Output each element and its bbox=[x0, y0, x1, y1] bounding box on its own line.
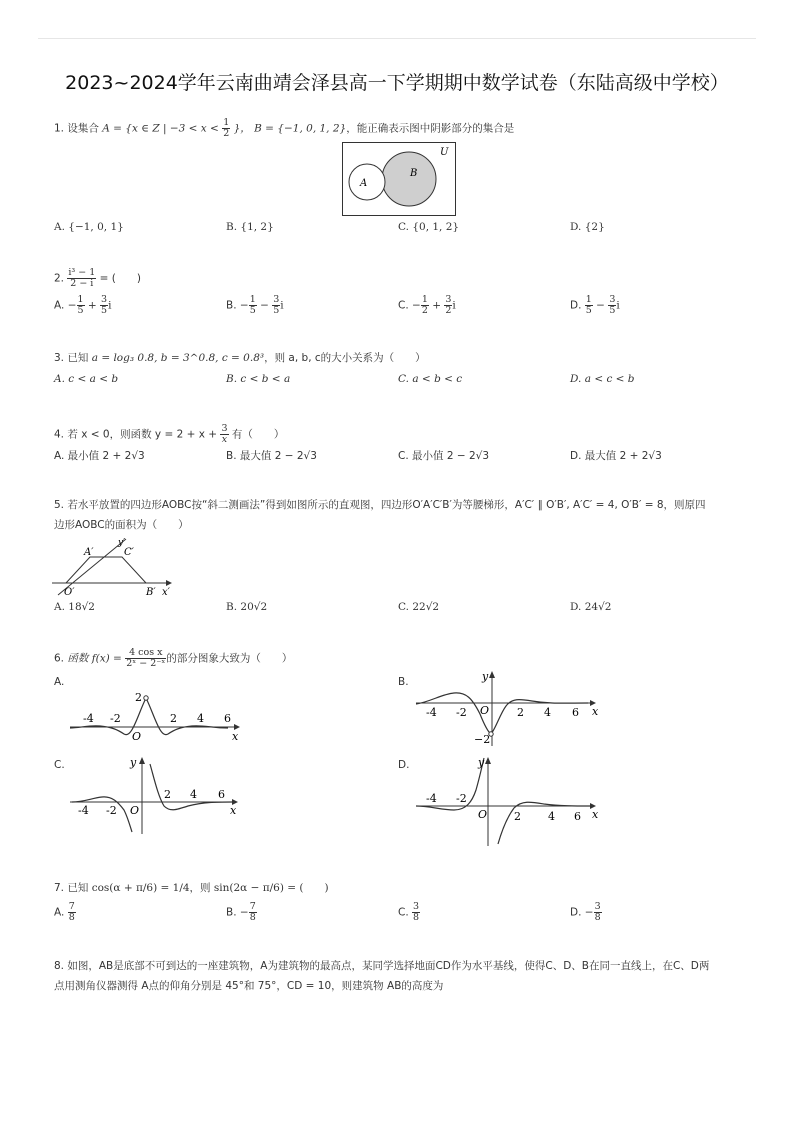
fraction-denominator: 2 bbox=[445, 305, 452, 316]
fraction bbox=[220, 424, 228, 445]
option-d[interactable]: D. bbox=[398, 759, 410, 771]
question-2 bbox=[54, 268, 141, 289]
option-d[interactable]: D. a < c < b bbox=[570, 373, 635, 385]
fraction bbox=[77, 295, 85, 316]
fraction-denominator: 8 bbox=[68, 912, 75, 923]
option-label: D. bbox=[570, 906, 582, 919]
graph-c bbox=[66, 752, 246, 836]
fraction-denominator: 8 bbox=[249, 912, 256, 923]
tick-label: 2 bbox=[170, 712, 177, 725]
fraction bbox=[125, 648, 166, 669]
tick-label: 6 bbox=[574, 810, 581, 823]
question-1 bbox=[54, 118, 514, 139]
question-line bbox=[54, 497, 754, 513]
option-a[interactable] bbox=[54, 902, 76, 923]
tick-label: -4 bbox=[426, 706, 437, 719]
venn-b-label: B bbox=[410, 168, 418, 179]
option-d[interactable]: D. 最大值 2 + 2√3 bbox=[570, 450, 662, 462]
question-text: 函数 f(x) = bbox=[67, 652, 122, 665]
question-number: 3. bbox=[54, 352, 65, 364]
question-text: 点用测角仪器测得 A点的仰角分别是 45°和 75°，CD = 10，则建筑物 AB的高度为 bbox=[54, 980, 444, 992]
venn-a-label: A bbox=[360, 178, 368, 189]
fraction-numerator: 1 bbox=[249, 294, 256, 305]
graph-a bbox=[66, 684, 246, 746]
fraction-denominator: 5 bbox=[585, 305, 592, 316]
label-o: O′ bbox=[64, 587, 75, 598]
x-label: x bbox=[592, 808, 599, 821]
option-label: D. bbox=[570, 299, 582, 312]
sign: − bbox=[239, 299, 249, 312]
sign: − bbox=[67, 299, 77, 312]
option-label: A. bbox=[54, 906, 65, 919]
option-d[interactable] bbox=[570, 902, 602, 923]
option-c[interactable]: C. 最小值 2 − 2√3 bbox=[398, 450, 490, 462]
math-expression: a = log₃ 0.8, b = 3^0.8, c = 0.8³ bbox=[91, 352, 265, 364]
tick-label: 2 bbox=[164, 788, 171, 801]
question-line bbox=[54, 958, 754, 974]
graph-d bbox=[414, 752, 604, 848]
question-number: 7. bbox=[54, 882, 65, 894]
sign: − bbox=[584, 906, 594, 919]
x-label: x bbox=[232, 730, 239, 743]
curve bbox=[416, 693, 588, 734]
fraction-numerator: 3 bbox=[273, 294, 280, 305]
option-a[interactable] bbox=[54, 295, 111, 316]
fraction bbox=[585, 295, 593, 316]
fraction-numerator: 1 bbox=[223, 117, 230, 128]
option-d[interactable]: D. {2} bbox=[570, 221, 605, 233]
curve-right bbox=[498, 802, 592, 844]
fraction-denominator: 2 bbox=[223, 128, 230, 139]
tick-label: 6 bbox=[572, 706, 579, 719]
question-5 bbox=[54, 497, 754, 533]
tick-label: -2 bbox=[110, 712, 121, 725]
operator: + bbox=[87, 299, 97, 312]
x-label: x bbox=[592, 705, 599, 718]
open-point bbox=[144, 696, 148, 700]
y-label: y bbox=[130, 756, 137, 769]
fraction bbox=[222, 118, 230, 139]
fraction-numerator: 1 bbox=[421, 294, 428, 305]
set-a-expression: A = {x ∈ Z | −3 < x < bbox=[102, 122, 219, 135]
option-a[interactable]: A. c < a < b bbox=[54, 373, 119, 385]
fraction bbox=[68, 902, 76, 923]
fraction-denominator: 5 bbox=[77, 305, 84, 316]
tick-label: -2 bbox=[456, 706, 467, 719]
question-4 bbox=[54, 424, 284, 445]
operator: − bbox=[260, 299, 269, 312]
option-b[interactable]: B. bbox=[398, 676, 409, 688]
label-b: B′ bbox=[146, 587, 156, 598]
option-b[interactable]: B. c < b < a bbox=[226, 373, 291, 385]
fraction bbox=[100, 295, 108, 316]
question-text: 若 x < 0，则函数 y = 2 + x + bbox=[67, 428, 218, 441]
fraction bbox=[412, 902, 420, 923]
fraction bbox=[421, 295, 429, 316]
imag-unit: i bbox=[280, 299, 284, 312]
question-text: 设集合 bbox=[67, 122, 99, 135]
option-a[interactable]: A. bbox=[54, 676, 65, 688]
venn-diagram bbox=[342, 142, 456, 216]
tick-label: 2 bbox=[517, 706, 524, 719]
label-c: C′ bbox=[124, 547, 134, 558]
set-b-expression: B = {−1, 0, 1, 2} bbox=[254, 122, 347, 135]
option-c[interactable] bbox=[398, 902, 420, 923]
tick-label: -4 bbox=[78, 804, 89, 817]
x-axis-arrow bbox=[166, 580, 172, 586]
question-text: 边形AOBC的面积为（ ） bbox=[54, 519, 189, 531]
imag-unit: i bbox=[616, 299, 620, 312]
trough-label: −2 bbox=[474, 733, 491, 746]
option-c[interactable]: C. bbox=[54, 759, 65, 771]
tick-label: -4 bbox=[83, 712, 94, 725]
tick-label: -2 bbox=[106, 804, 117, 817]
fraction-numerator: 7 bbox=[68, 901, 75, 912]
tick-label: -2 bbox=[456, 792, 467, 805]
fraction-numerator: 3 bbox=[445, 294, 452, 305]
question-text: 若水平放置的四边形AOBC按“斜二测画法”得到如图所示的直观图，四边形O′A′C′B′为等腰梯形，A′C′ ∥ O′B′, A′C′ = 4, O′B′ = 8，则原四 bbox=[67, 499, 706, 511]
question-number: 8. bbox=[54, 960, 65, 972]
option-a[interactable]: A. {−1, 0, 1} bbox=[54, 221, 124, 233]
question-text: 的部分图象大致为（ ） bbox=[166, 652, 293, 665]
question-8 bbox=[54, 958, 754, 994]
fraction-denominator: 5 bbox=[249, 305, 256, 316]
option-a[interactable]: A. 最小值 2 + 2√3 bbox=[54, 450, 145, 462]
y-axis-arrow bbox=[485, 757, 491, 764]
x-label: x bbox=[230, 804, 237, 817]
option-b[interactable] bbox=[226, 902, 257, 923]
question-text: 有（ ） bbox=[231, 428, 285, 441]
tick-label: 4 bbox=[544, 706, 551, 719]
question-number: 4. bbox=[54, 428, 65, 441]
fraction-numerator: 1 bbox=[585, 294, 592, 305]
fraction-denominator: 8 bbox=[413, 912, 420, 923]
label-x: x′ bbox=[162, 587, 170, 598]
fraction-numerator: 1 bbox=[77, 294, 84, 305]
venn-u-label: U bbox=[440, 147, 449, 158]
option-c[interactable]: C. a < b < c bbox=[398, 373, 463, 385]
operator: − bbox=[596, 299, 605, 312]
option-b[interactable]: B. {1, 2} bbox=[226, 221, 274, 233]
y-label: y bbox=[482, 670, 489, 683]
option-d[interactable] bbox=[570, 295, 620, 316]
header-divider bbox=[38, 38, 756, 39]
tick-label: 4 bbox=[197, 712, 204, 725]
graph-b bbox=[414, 668, 604, 748]
fraction bbox=[249, 295, 257, 316]
question-text: ，则 a, b, c的大小关系为（ ） bbox=[264, 352, 426, 364]
peak-label: 2 bbox=[135, 691, 142, 704]
fraction-denominator: 5 bbox=[609, 305, 616, 316]
question-text: 已知 bbox=[67, 352, 89, 364]
curve-right bbox=[150, 764, 232, 810]
set-close: }， bbox=[233, 122, 251, 135]
fraction-numerator: 3 bbox=[609, 294, 616, 305]
option-label: C. bbox=[398, 299, 409, 312]
y-axis-arrow bbox=[139, 757, 145, 764]
option-c[interactable] bbox=[398, 295, 456, 316]
fraction-denominator: 8 bbox=[594, 912, 601, 923]
option-label: C. bbox=[398, 906, 409, 919]
option-c[interactable]: C. {0, 1, 2} bbox=[398, 221, 460, 233]
tick-label: 4 bbox=[548, 810, 555, 823]
fraction-numerator: 3 bbox=[101, 294, 108, 305]
tick-label: 6 bbox=[224, 712, 231, 725]
label-a: A′ bbox=[84, 547, 94, 558]
y-label: y bbox=[478, 756, 485, 769]
question-3 bbox=[54, 350, 426, 366]
question-text: 已知 cos(α + π/6) = 1/4，则 sin(2α − π/6) = ( ) bbox=[67, 882, 329, 894]
fraction-numerator: i³ − 1 bbox=[68, 267, 96, 278]
imag-unit: i bbox=[108, 299, 112, 312]
trapezoid-figure bbox=[52, 535, 178, 599]
question-number: 6. bbox=[54, 652, 65, 665]
fraction bbox=[594, 902, 602, 923]
origin-label: O bbox=[478, 808, 488, 821]
option-b[interactable] bbox=[226, 295, 284, 316]
tick-label: -4 bbox=[426, 792, 437, 805]
tick-label: 6 bbox=[218, 788, 225, 801]
option-label: B. bbox=[226, 299, 237, 312]
fraction-numerator: 4 cos x bbox=[125, 648, 166, 659]
tick-label: 4 bbox=[190, 788, 197, 801]
option-b[interactable]: B. 20√2 bbox=[226, 601, 268, 613]
question-number: 5. bbox=[54, 499, 65, 511]
sign: − bbox=[412, 299, 421, 312]
question-text: = ( ) bbox=[99, 272, 141, 285]
option-label: A. bbox=[54, 299, 65, 312]
question-number: 2. bbox=[54, 272, 65, 285]
origin-label: O bbox=[130, 804, 140, 817]
fraction-denominator: 2ˣ − 2⁻ˣ bbox=[126, 658, 166, 669]
question-6 bbox=[54, 648, 292, 669]
origin-label: O bbox=[480, 704, 490, 717]
fraction-denominator: 5 bbox=[101, 305, 108, 316]
option-b[interactable]: B. 最大值 2 − 2√3 bbox=[226, 450, 317, 462]
fraction-denominator: 2 bbox=[421, 305, 428, 316]
fraction-numerator: 3 bbox=[594, 901, 601, 912]
fraction-numerator: 3 bbox=[413, 901, 420, 912]
question-text: ，能正确表示图中阴影部分的集合是 bbox=[346, 122, 515, 135]
fraction bbox=[249, 902, 257, 923]
fraction-denominator: 2 − i bbox=[70, 278, 94, 289]
fraction bbox=[67, 268, 96, 289]
fraction-numerator: 3 bbox=[221, 423, 228, 434]
fraction-denominator: x bbox=[221, 434, 228, 445]
page-title: 2023~2024学年云南曲靖会泽县高一下学期期中数学试卷（东陆高级中学校） bbox=[65, 72, 729, 94]
y-axis-arrow bbox=[489, 671, 495, 678]
imag-unit: i bbox=[452, 299, 456, 312]
option-a[interactable]: A. 18√2 bbox=[54, 601, 95, 613]
option-d[interactable]: D. 24√2 bbox=[570, 601, 612, 613]
origin-label: O bbox=[132, 730, 142, 743]
set-b-circle bbox=[382, 152, 436, 206]
option-c[interactable]: C. 22√2 bbox=[398, 601, 440, 613]
question-text: 如图，AB是底部不可到达的一座建筑物，A为建筑物的最高点，某同学选择地面CD作为水平基线，使得C、D、B在同一直线上，在C、D两 bbox=[67, 960, 710, 972]
question-7 bbox=[54, 880, 329, 896]
label-y: y′ bbox=[118, 538, 126, 548]
option-label: B. bbox=[226, 906, 237, 919]
fraction-numerator: 7 bbox=[249, 901, 256, 912]
fraction-denominator: 5 bbox=[273, 305, 280, 316]
question-number: 1. bbox=[54, 122, 65, 135]
sign: − bbox=[239, 906, 249, 919]
tick-label: 2 bbox=[514, 810, 521, 823]
operator: + bbox=[432, 299, 442, 312]
